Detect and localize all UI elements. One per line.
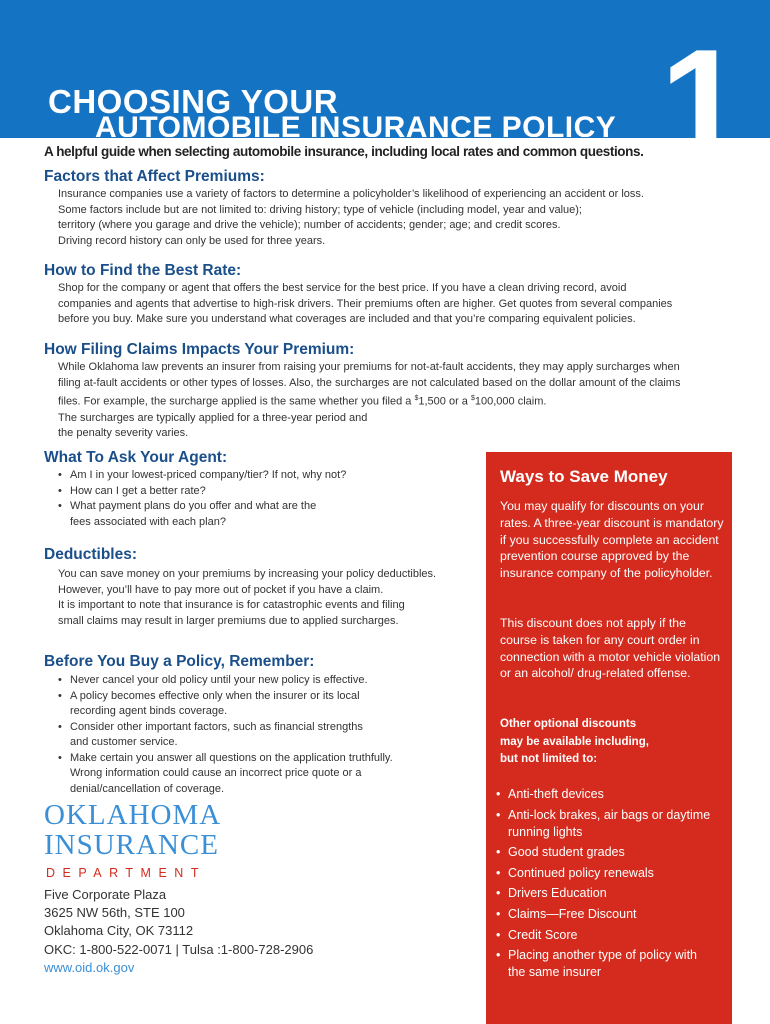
dollar-sign: $	[414, 395, 419, 403]
sidebar-paragraph-1: You may qualify for discounts on your rates. A three-year discount is mandatory if you successfully complete an accident prevention course approved by the insurance company of the policyholder.	[500, 499, 724, 581]
address-block	[44, 886, 313, 977]
text-fragment: 1,500 or a	[418, 396, 471, 409]
heading-claims: How Filing Claims Impacts Your Premium:	[44, 341, 355, 358]
text-line: Shop for the company or agent that offers the best service for the best price. If you have a clean driving record, avoid	[58, 282, 627, 294]
list-item: • What payment plans do you offer and what are the	[58, 499, 346, 515]
before-buy-list	[58, 673, 393, 797]
title-line-2: AUTOMOBILE INSURANCE POLICY	[95, 113, 617, 137]
deductibles-text	[58, 567, 436, 630]
text-line: However, you’ll have to pay more out of pocket if you have a claim.	[58, 583, 384, 596]
text-line: filing at-fault accidents or other types of losses. Also, the surcharges are not calculated based on the dollar amount of the claims	[58, 376, 681, 389]
text-line: Driving record history can only be used for three years.	[58, 235, 326, 248]
list-item: • Make certain you answer all questions on the application truthfully.	[58, 751, 393, 767]
oklahoma-insurance-logo	[44, 800, 234, 880]
text-line: The surcharges are typically applied for a three-year period and	[58, 411, 368, 424]
list-item-continuation: and customer service.	[70, 736, 178, 748]
address-line: 3625 NW 56th, STE 100	[44, 905, 185, 921]
text-line: territory (where you garage and drive the vehicle); number of accidents; gender; age; and credit scores.	[58, 219, 561, 232]
text-line: Insurance companies use a variety of factors to determine a policyholder’s likelihood of experiencing an accident or loss.	[58, 188, 644, 200]
list-item-continuation: Wrong information could cause an incorrect price quote or a	[70, 767, 362, 779]
list-item: • Claims—Free Discount	[496, 906, 713, 923]
sidebar-paragraph-2: This discount does not apply if the course is taken for any court order in connection with a motor vehicle violation or an alcohol/ drug-related offense.	[500, 616, 721, 681]
text-line: but not limited to:	[500, 753, 598, 766]
text-line: the penalty severity varies.	[58, 427, 189, 440]
text-line: small claims may result in larger premiums due to applied surcharges.	[58, 615, 399, 628]
heading-before-buy: Before You Buy a Policy, Remember:	[44, 653, 315, 670]
text-fragment: 100,000 claim.	[474, 396, 547, 409]
page-number-graphic: 1	[660, 18, 745, 188]
phone-numbers: OKC: 1-800-522-0071 | Tulsa :1-800-728-2906	[44, 941, 314, 957]
list-item: • Continued policy renewals	[496, 865, 713, 882]
logo-line-3: DEPARTMENT	[46, 866, 206, 880]
logo-line-2: INSURANCE	[44, 829, 219, 861]
title-line-1: CHOOSING YOUR	[48, 83, 339, 120]
text-fragment: files. For example, the surcharge applied is the same whether you filed a	[58, 396, 415, 409]
claims-text	[58, 360, 680, 442]
heading-factors: Factors that Affect Premiums:	[44, 168, 265, 185]
list-item: • Never cancel your old policy until your new policy is effective.	[58, 673, 393, 689]
heading-agent: What To Ask Your Agent:	[44, 449, 228, 466]
list-item: • Credit Score	[496, 927, 713, 944]
list-item-continuation: recording agent binds coverage.	[70, 705, 228, 717]
list-item: • Drivers Education	[496, 885, 713, 902]
list-item: • How can I get a better rate?	[58, 484, 346, 500]
dollar-sign: $	[470, 395, 475, 403]
text-line: It is important to note that insurance is for catastrophic events and filing	[58, 599, 405, 612]
text-line	[58, 391, 680, 410]
list-item: • Consider other important factors, such as financial strengths	[58, 720, 393, 736]
website-link[interactable]: www.oid.ok.gov	[44, 959, 135, 975]
heading-deductibles: Deductibles:	[44, 546, 138, 563]
list-item-continuation: fees associated with each plan?	[70, 515, 226, 528]
list-item: • Good student grades	[496, 844, 713, 861]
text-line: Some factors include but are not limited to: driving history; type of vehicle (including model, year and value);	[58, 203, 582, 216]
list-item-continuation: denial/cancellation of coverage.	[70, 782, 225, 795]
subtitle: A helpful guide when selecting automobile insurance, including local rates and common questions.	[44, 144, 644, 159]
ways-to-save-sidebar	[486, 452, 732, 1024]
sidebar-optional-discounts	[500, 716, 725, 769]
sidebar-title: Ways to Save Money	[500, 467, 668, 486]
list-item: • Anti-theft devices	[496, 786, 713, 803]
address-line: Five Corporate Plaza	[44, 887, 167, 902]
text-line: companies and agents that advertise to high-risk drivers. Their premiums often are higher. Get quotes from several companies	[58, 297, 673, 310]
logo-line-1: OKLAHOMA	[44, 799, 222, 831]
text-line: may be available including,	[500, 735, 649, 748]
agent-questions-list	[58, 468, 346, 530]
address-line: Oklahoma City, OK 73112	[44, 923, 194, 939]
list-item: • Placing another type of policy with the same insurer	[496, 947, 713, 981]
list-item: • Am I in your lowest-priced company/tier? If not, why not?	[58, 468, 346, 484]
list-item: • Anti-lock brakes, air bags or daytime running lights	[496, 807, 713, 841]
text-line: before you buy. Make sure you understand what coverages are included and that you’re comparing equivalent policies.	[58, 313, 636, 326]
heading-best-rate: How to Find the Best Rate:	[44, 262, 242, 279]
text-line: While Oklahoma law prevents an insurer from raising your premiums for not-at-fault accidents, they may apply surcharges when	[58, 361, 680, 373]
best-rate-text	[58, 281, 672, 328]
factors-text	[58, 187, 644, 250]
discount-list	[496, 786, 726, 985]
text-line: Other optional discounts	[500, 718, 637, 730]
list-item: • A policy becomes effective only when the insurer or its local	[58, 689, 393, 705]
text-line: You can save money on your premiums by increasing your policy deductibles.	[58, 568, 437, 580]
